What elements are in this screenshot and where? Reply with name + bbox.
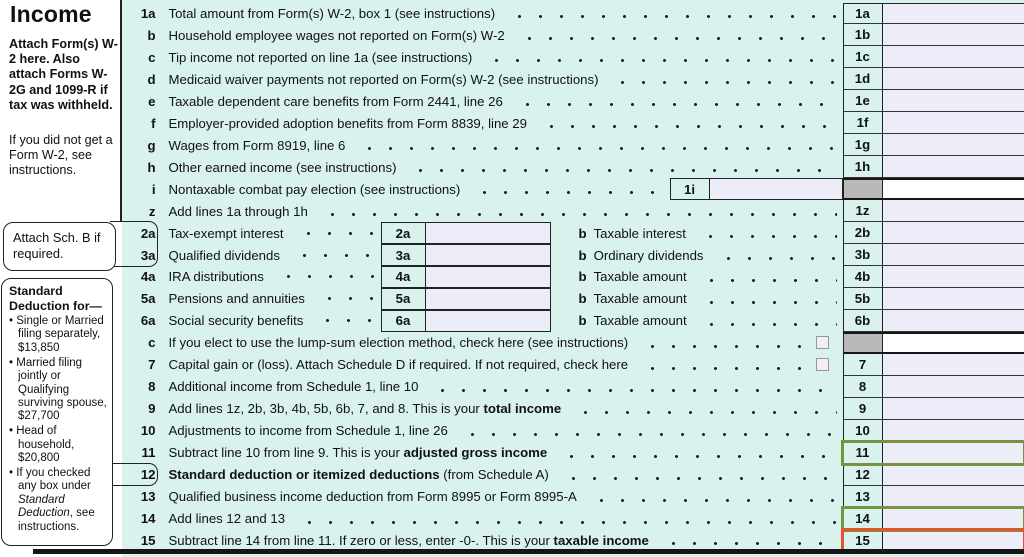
inline-entry-box [381,266,551,288]
row-label: Other earned income (see instructions) [168,159,397,175]
amount-field[interactable] [883,112,1024,134]
right-line-number: 6b [843,310,883,332]
dotted-leader [569,410,836,415]
right-line-number: 10 [843,420,883,442]
check-here-checkbox[interactable] [816,336,829,349]
row-label-text: Qualified dividends [168,247,280,263]
attach-w2-note: Attach Form(s) W-2 here. Also attach Forms W-2G and 1099-R if tax was withheld. [9,37,118,112]
line-number: 11 [141,445,156,461]
inline-entry-box [381,310,551,332]
line-number: h [147,159,156,175]
income-section [122,0,1024,557]
row-label: Subtract line 10 from line 9. This is your adjusted gross income [168,445,548,461]
row-label: Capital gain or (loss). Attach Schedule D if required. If not required, check here [168,357,629,373]
inline-entry-field[interactable] [426,266,551,288]
line-number: 9 [148,401,156,417]
inline-entry-field[interactable] [710,178,843,200]
right-line-number: 1b [843,24,883,46]
form-row-6a-14 [122,310,1024,332]
dotted-leader [636,344,809,349]
amount-field[interactable] [883,134,1024,156]
row-label [169,269,381,284]
section-bottom-rule [33,549,1024,554]
amount-field[interactable] [883,398,1024,420]
dotted-leader [585,498,837,503]
row-label: Add lines 1a through 1h [168,203,308,219]
form-row-f-5 [122,112,1024,134]
form-row-7-16 [122,354,1024,376]
amount-field[interactable] [883,266,1024,288]
right-line-number: 3b [843,244,883,266]
amount-field[interactable] [883,508,1024,530]
standard-deduction-title: Standard Deduction for— [9,284,102,313]
amount-field[interactable] [883,376,1024,398]
right-line-number: 5b [843,288,883,310]
dotted-leader [503,14,836,19]
inline-entry-box [670,178,843,200]
dotted-leader [404,168,836,173]
form-row-8-17 [122,376,1024,398]
dotted-leader [293,520,836,525]
inline-box-label: 4a [381,266,426,288]
form-row-13-22 [122,486,1024,508]
dotted-leader [695,300,837,305]
sub-line-b-label: b Ordinary dividends [578,247,704,263]
amount-field[interactable] [883,310,1024,332]
inline-entry-box [381,288,551,310]
form-row-z-9 [122,200,1024,222]
inline-entry-box [381,222,551,244]
amount-field[interactable] [883,68,1024,90]
line-number: 13 [140,489,156,505]
form-row-g-6 [122,134,1024,156]
row-label: If you elect to use the lump-sum election method, check here (see instructions) [168,335,629,351]
amount-field[interactable] [883,3,1024,25]
inline-entry-field[interactable] [426,288,551,310]
line-number: 10 [140,423,156,439]
row-label [169,248,381,263]
row-label: Total amount from Form(s) W-2, box 1 (see instructions) [168,5,496,21]
line-number: b [147,27,156,43]
right-line-number: 1z [843,200,883,222]
dotted-leader [353,146,836,151]
right-line-number: 15 [843,530,883,552]
dotted-leader [636,366,809,371]
form-row-c-2 [122,46,1024,68]
dotted-leader [712,256,837,261]
row-label: Nontaxable combat pay election (see instructions) [168,181,461,197]
dotted-leader [694,234,837,239]
row-label: Qualified business income deduction from Form 8995 or Form 8995-A [168,489,577,505]
row-label-text: Social security benefits [168,313,304,329]
sub-line-b-label: b Taxable amount [578,291,687,307]
line-number: e [148,93,156,109]
amount-field[interactable] [883,46,1024,68]
line-number: d [147,71,156,87]
schb-bracket-line [110,221,158,267]
inline-entry-field[interactable] [426,222,551,244]
standard-deduction-bullets [9,315,110,534]
line-number: 6a [140,313,156,329]
amount-field[interactable] [883,222,1024,244]
inline-entry-field[interactable] [426,310,551,332]
form-row-c-15 [122,332,1024,354]
right-line-number: 11 [843,442,883,464]
line-number: g [147,137,156,153]
form-row-12-21 [122,464,1024,486]
row-label-text: Pensions and annuities [168,291,305,307]
amount-field[interactable] [883,288,1024,310]
dotted-leader [468,190,663,195]
amount-field[interactable] [883,178,1024,200]
right-line-number: 12 [843,464,883,486]
row-label: Medicaid waiver payments not reported on Form(s) W-2 (see instructions) [168,71,599,87]
line-number: c [148,335,156,351]
amount-field[interactable] [883,90,1024,112]
line-number: 4a [140,269,156,285]
line-number: c [148,49,156,65]
line-number: 14 [140,511,156,527]
dotted-leader [313,296,375,301]
form-row-h-7 [122,156,1024,178]
right-line-number: 1d [843,68,883,90]
line-number: z [148,203,156,219]
deduction-bullet: • Married filing jointly or Qualifying surviving spouse, $27,700 [9,356,107,423]
row-label: Adjustments to income from Schedule 1, line 26 [168,423,448,439]
deduction-bullet: • Single or Married filing separately, $13,850 [9,315,104,354]
form-row-5a-13 [122,288,1024,310]
right-line-number: 1e [843,90,883,112]
standard-deduction-callout [1,278,113,546]
dotted-leader [513,36,837,41]
dotted-leader [535,124,837,129]
dotted-leader [511,102,837,107]
form-row-9-18 [122,398,1024,420]
amount-field[interactable] [883,354,1024,376]
row-label [169,226,381,241]
inline-box-label: 6a [381,310,426,332]
inline-entry-field[interactable] [426,244,551,266]
margin-divider-rule [120,0,122,222]
row-label: Subtract line 14 from line 11. If zero or less, enter -0-. This is your taxable income [168,533,649,548]
section-title: Income [10,1,92,27]
row-label: Taxable dependent care benefits from Form 2441, line 26 [168,93,503,109]
dotted-leader [426,388,836,393]
deduction-bullet: • Head of household, $20,800 [9,425,75,465]
dotted-leader [557,476,837,481]
dotted-leader [555,454,836,459]
line-number: 15 [140,533,156,548]
amount-field[interactable] [883,200,1024,222]
right-line-number: 7 [843,354,883,376]
right-line-number: 9 [843,398,883,420]
amount-field[interactable] [883,156,1024,178]
row-label-text: IRA distributions [168,269,264,285]
dotted-leader [288,253,375,258]
right-line-number: 1f [843,112,883,134]
amount-field[interactable] [883,332,1024,354]
line-number: i [151,181,156,197]
line-number: 7 [148,357,156,373]
right-line-number: 8 [843,376,883,398]
right-line-number [843,178,883,200]
dotted-leader [311,318,374,323]
amount-field[interactable] [883,442,1024,464]
row-label: Additional income from Schedule 1, line 10 [168,379,419,395]
row-label: Employer-provided adoption benefits from Form 8839, line 29 [168,115,527,131]
row-label: Standard deduction or itemized deductions (from Schedule A) [168,467,549,483]
line-number: 12 [140,467,156,483]
dotted-leader [272,274,375,279]
dotted-leader [695,322,837,327]
right-line-number [843,332,883,354]
check-here-checkbox[interactable] [816,358,829,371]
no-w2-note: If you did not get a Form W-2, see instructions. [9,133,113,178]
row-label: Wages from Form 8919, line 6 [168,137,346,153]
amount-field[interactable] [883,24,1024,46]
amount-field[interactable] [883,464,1024,486]
inline-box-label: 2a [381,222,426,244]
form-row-1a-0 [122,3,1024,25]
line-number: 8 [148,379,156,395]
row-label: Add lines 1z, 2b, 3b, 4b, 5b, 6b, 7, and 8. This is your total income [168,401,562,417]
right-line-number: 13 [843,486,883,508]
right-line-number: 4b [843,266,883,288]
line-number: f [151,115,156,131]
dotted-leader [456,432,837,437]
deduction-bullet: • If you checked any box under Standard Deduction, see instructions. [9,466,95,533]
amount-field[interactable] [883,420,1024,442]
form-row-10-19 [122,420,1024,442]
form-row-2a-10 [122,222,1024,244]
line-number: 3a [140,247,156,263]
inline-box-label: 1i [670,178,710,200]
form-row-e-4 [122,90,1024,112]
sub-line-b-label: b Taxable interest [578,225,686,241]
attach-schb-callout: Attach Sch. B if required. [3,222,116,271]
row-label-text: Tax-exempt interest [168,225,284,241]
inline-entry-box [381,244,551,266]
form-row-14-23 [122,508,1024,530]
form-row-11-20 [122,442,1024,464]
row-label [169,313,381,328]
row-label: Household employee wages not reported on Form(s) W-2 [168,27,505,43]
line-number: 5a [140,291,156,307]
row-label: Add lines 12 and 13 [168,511,286,527]
form-row-b-1 [122,24,1024,46]
right-line-number: 1g [843,134,883,156]
right-line-number: 1c [843,46,883,68]
dotted-leader [480,58,836,63]
right-line-number: 2b [843,222,883,244]
dotted-leader [695,278,837,283]
form-row-4a-12 [122,266,1024,288]
dotted-leader [292,231,375,236]
dotted-leader [606,80,836,85]
line-number: 1a [140,5,156,21]
line12-bracket-line [106,463,158,486]
dotted-leader [316,212,837,217]
form-row-3a-11 [122,244,1024,266]
dotted-leader [657,541,837,546]
line-number: 2a [140,225,156,241]
form-row-i-8 [122,178,1024,200]
form-row-d-3 [122,68,1024,90]
right-line-number: 14 [843,508,883,530]
sub-line-b-label: b Taxable amount [578,269,687,285]
sub-line-b-label: b Taxable amount [578,313,687,329]
inline-box-label: 5a [381,288,426,310]
row-label [169,291,381,306]
amount-field[interactable] [883,486,1024,508]
inline-box-label: 3a [381,244,426,266]
right-line-number: 1a [843,3,883,25]
row-label: Tip income not reported on line 1a (see instructions) [168,49,473,65]
right-line-number: 1h [843,156,883,178]
amount-field[interactable] [883,244,1024,266]
